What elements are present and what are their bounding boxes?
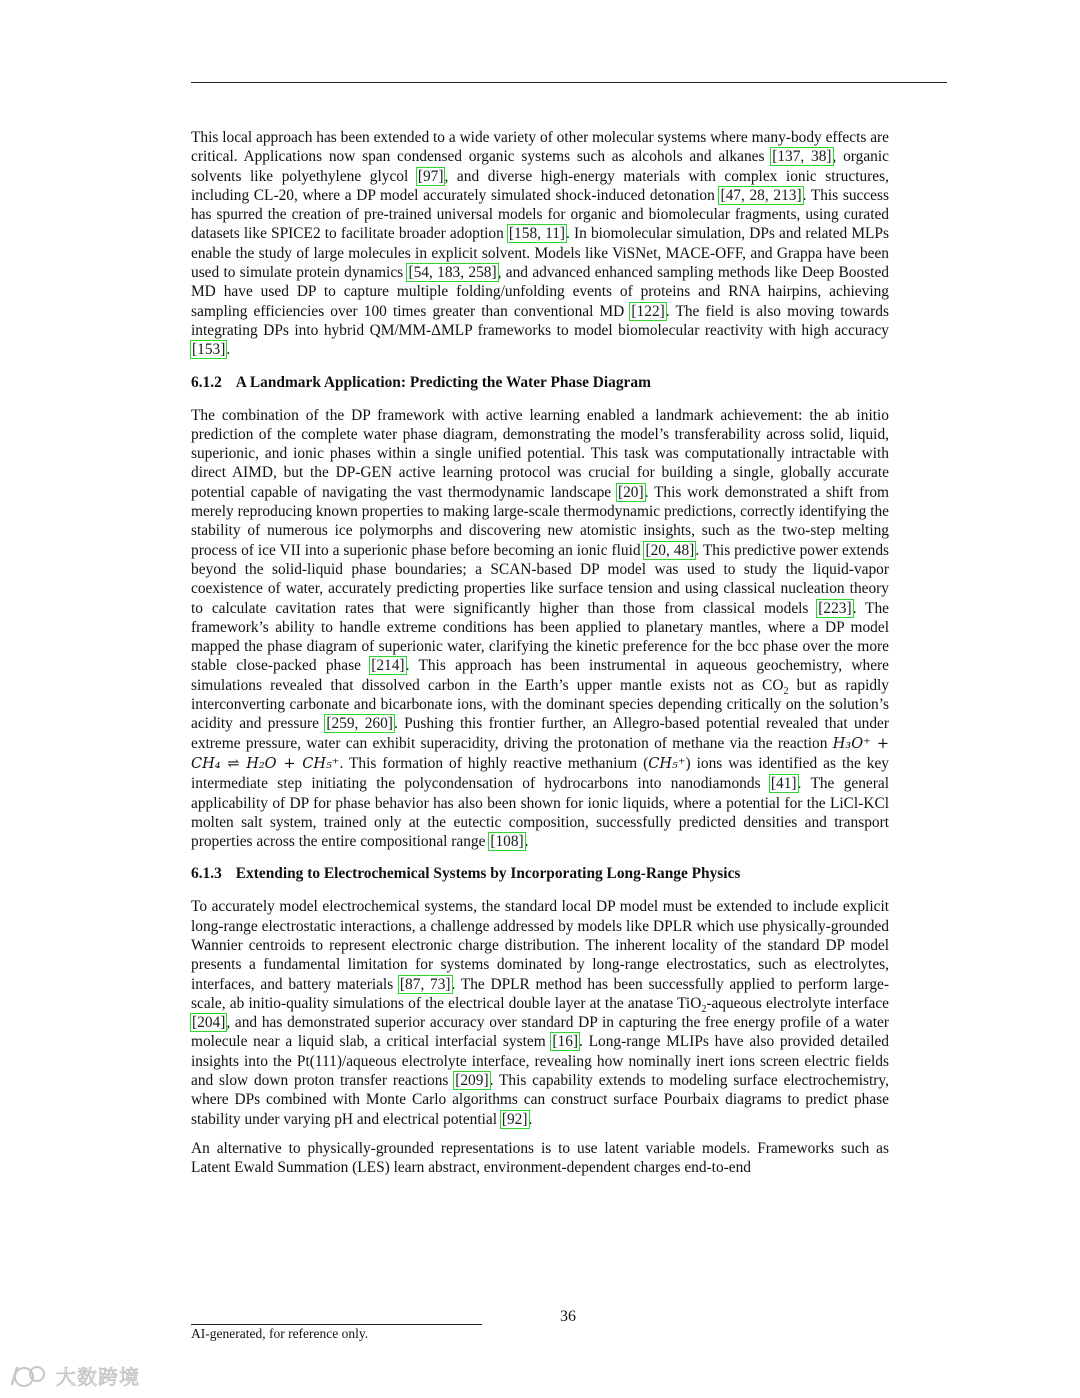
citation-link[interactable]: [16] [552,1033,579,1051]
body-text [191,128,889,1188]
citation-link[interactable]: [153] [192,341,226,359]
section-title: Extending to Electrochemical Systems by Incorporating Long-Range Physics [235,865,741,883]
equation-methanium: CH₅⁺ [648,755,686,772]
paragraph-intro: This local approach has been extended to a wide variety of other molecular systems where many-body effects are critical. Applications now span condensed organic systems such as alcohols and alkanes [137, 38], organic solvents like polyethylene glycol [97], and diverse high-energy materials with complex ionic structures, including CL-20, where a DP model accurately simulated shock-induced detonation [47, 28, 213]. This success has spurred the creation of pre-trained universal models for organic and biomolecular fragments, using curated datasets like SPICE2 to facilitate broader adoption [158, 11]. In biomolecular simulation, DPs and related MLPs enable the study of large molecules in explicit solvent. Models like ViSNet, MACE-OFF, and Grappa have been used to simulate protein dynamics [54, 183, 258], and advanced enhanced sampling methods like Deep Boosted MD have used DP to capture multiple folding/unfolding events of proteins and RNA hairpins, achieving sampling efficiencies over 100 times greater than conventional MD [122]. The field is also moving towards integrating DPs into hybrid QM/MM-ΔMLP frameworks to model biomolecular reactivity with high accuracy [153]. [191,129,889,359]
subscript: 2 [783,685,789,697]
citation-link[interactable]: [108] [490,833,524,851]
citation-link[interactable]: [20, 48] [645,541,695,559]
citation-link[interactable]: [54, 183, 258] [408,264,497,282]
watermark-logo-icon [8,1360,52,1390]
citation-link[interactable]: [204] [192,1014,226,1032]
page-number: 36 [560,1308,576,1325]
watermark [8,1360,140,1390]
section-heading-6-1-3 [191,864,889,883]
citation-link[interactable]: [20] [617,483,644,501]
section-number: 6.1.3 [191,865,222,883]
citation-link[interactable]: [97] [417,167,444,185]
section-heading-6-1-2 [191,373,889,392]
citation-link[interactable]: [41] [770,775,797,793]
citation-link[interactable]: [214] [371,657,405,675]
citation-link[interactable]: [223] [818,599,852,617]
citation-link[interactable]: [87, 73] [399,975,451,993]
header-rule [191,82,947,83]
subscript: 2 [701,1003,707,1015]
paragraph-latent: An alternative to physically-grounded representations is to use latent variable models. Frameworks such as Latent Ewald Summation (LES) learn abstract, environment-dependent charges end-to-end [191,1139,889,1177]
watermark-text: 大数跨境 [56,1364,140,1389]
citation-link[interactable]: [47, 28, 213] [720,186,802,204]
section-number: 6.1.2 [191,373,222,391]
footnote: AI-generated, for reference only. [191,1326,369,1341]
citation-link[interactable]: [122] [631,302,665,320]
citation-link[interactable]: [209] [455,1072,489,1090]
citation-link[interactable]: [259, 260] [326,715,393,733]
citation-link[interactable]: [158, 11] [508,225,566,243]
citation-link[interactable]: [92] [501,1110,528,1128]
paragraph-water-phase: The combination of the DP framework with active learning enabled a landmark achievement: the ab initio prediction of the complete water phase diagram, demonstrating the model’s transferability across solid, liquid, superionic, and ionic phases within a single unified potential. This task was computationally intractable with direct AIMD, but the DP-GEN active learning protocol was crucial for building a single, globally accurate potential capable of navigating the vast thermodynamic landscape [20]. This work demonstrated a shift from merely reproducing known properties to making large-scale thermodynamic predictions, correctly identifying the stability of numerous ice polymorphs and discovering new atomistic insights, such as the two-step melting process of ice VII into a superionic phase before becoming an ionic fluid [20, 48]. This predictive power extends beyond the solid-liquid phase boundaries; a SCAN-based DP model was used to study the liquid-vapor coexistence of water, accurately predicting properties like surface tension and using classical nucleation theory to calculate cavitation rates that were significantly higher than those from classical models [223]. The framework’s ability to handle extreme conditions has been applied to planetary mantles, where a DP model mapped the phase diagram of superionic water, clarifying the kinetic preference for the bcc phase over the more stable close-packed phase [214]. This approach has been instrumental in aqueous geochemistry, where simulations revealed that dissolved carbon in the Earth’s upper mantle exists not as $CO_2$ but as rapidly interconverting carbonate and bicarbonate ions, with the dominant species depending critically on the solution’s acidity and pressure [259, 260]. Pushing this frontier further, an Allegro-based potential revealed that under extreme pressure, water can exhibit superacidity, driving the protonation of methane via the reaction H₃O⁺ + CH₄ ⇌ H₂O + CH₅⁺. This formation of highly reactive methanium (CH₅⁺) ions was identified as the key intermediate step initiating the polycondensation of hydrocarbons into nanodiamonds [41]. The general applicability of DP for phase behavior has also been shown for ionic liquids, where a potential for the LiCl-KCl molten salt system, trained only at the eutectic composition, successfully predicted densities and transport properties across the entire compositional range [108]. [191,406,890,851]
section-title: A Landmark Application: Predicting the Water Phase Diagram [235,373,651,391]
footnote-rule [191,1324,482,1325]
equation-reaction: H₃O⁺ + CH₄ ⇌ H₂O + CH₅⁺ [191,735,889,772]
paragraph-electrochemical: To accurately model electrochemical systems, the standard local DP model must be extended to include explicit long-range electrostatic interactions, a challenge addressed by models like DPLR which use physically-grounded Wannier centroids to represent electronic charge distribution. The inherent locality of the standard DP model presents a fundamental limitation for systems dominated by long-range electrostatics, such as electrolytes, interfaces, and battery materials [87, 73]. The DPLR method has been successfully applied to perform large-scale, ab initio-quality simulations of the electrical double layer at the anatase TiO$_2$-aqueous electrolyte interface [204], and has demonstrated superior accuracy over standard DP in capturing the free energy profile of a water molecule near a liquid slab, a critical interfacial system [16]. Long-range MLIPs have also provided detailed insights into the Pt(111)/aqueous electrolyte interface, revealing how nominally inert ions screen electric fields and slow down proton transfer reactions [209]. This capability extends to modeling surface electrochemistry, where DPs combined with Monte Carlo algorithms can construct surface Pourbaix diagrams to predict phase stability under varying pH and electrical potential [92]. [191,898,889,1128]
citation-link[interactable]: [137, 38] [772,148,832,166]
